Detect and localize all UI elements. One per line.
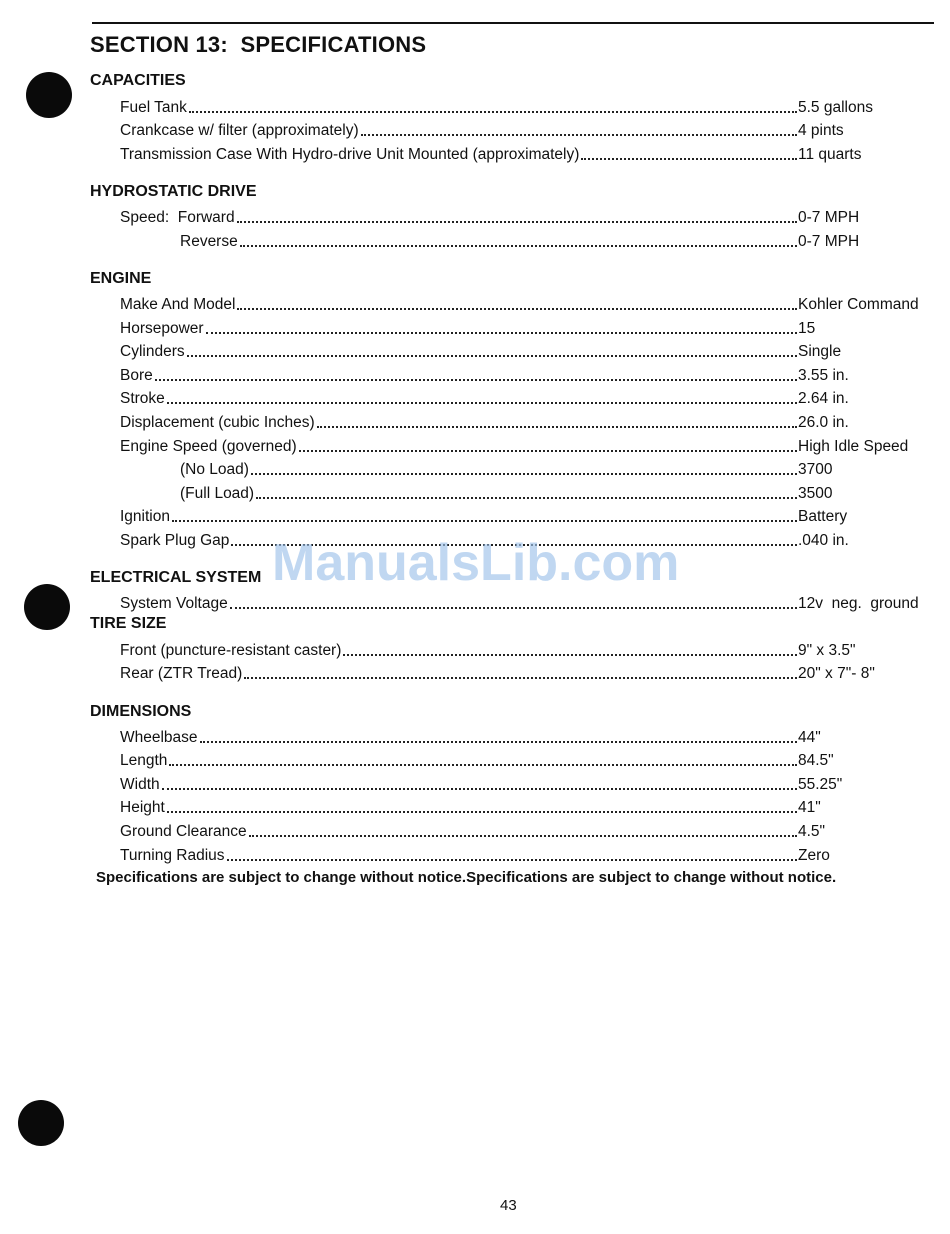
dot-leader bbox=[167, 811, 797, 813]
spec-label: Crankcase w/ filter (approximately) bbox=[120, 122, 359, 139]
spec-row-rear-tire bbox=[120, 661, 800, 683]
spec-value: Zero bbox=[798, 847, 830, 864]
dot-leader bbox=[317, 426, 797, 428]
spec-value: High Idle Speed bbox=[798, 438, 909, 455]
dot-leader bbox=[581, 158, 797, 160]
spec-label: (No Load) bbox=[180, 461, 249, 478]
dot-leader bbox=[206, 332, 797, 334]
spec-value: 0-7 MPH bbox=[798, 233, 860, 250]
spec-row-speed-reverse bbox=[180, 229, 800, 251]
spec-row-height bbox=[120, 795, 800, 817]
section-heading-tire-size: TIRE SIZE bbox=[90, 615, 167, 632]
spec-row-ignition bbox=[120, 504, 800, 526]
spec-row-engine-speed bbox=[120, 434, 800, 456]
dot-leader bbox=[249, 835, 797, 837]
spec-value: 3500 bbox=[798, 485, 833, 502]
change-notice: Specifications are subject to change without notice.Specifications are subject to change without notice. bbox=[96, 869, 837, 886]
spec-row-ground-clearance bbox=[120, 819, 800, 841]
spec-value: 41" bbox=[798, 799, 821, 816]
dot-leader bbox=[240, 245, 797, 247]
spec-row-cylinders bbox=[120, 339, 800, 361]
spec-value: 4.5" bbox=[798, 823, 826, 840]
watermark: ManualsLib.com bbox=[272, 534, 680, 592]
spec-value: 0-7 MPH bbox=[798, 209, 860, 226]
dot-leader bbox=[172, 520, 797, 522]
section-heading-engine: ENGINE bbox=[90, 270, 152, 287]
spec-label: Length bbox=[120, 752, 168, 769]
spec-value: 12v neg. ground bbox=[798, 595, 919, 612]
spec-row-bore bbox=[120, 363, 800, 385]
spec-value: 4 pints bbox=[798, 122, 844, 139]
spec-value: 3700 bbox=[798, 461, 833, 478]
spec-label: Height bbox=[120, 799, 165, 816]
spec-label: Wheelbase bbox=[120, 729, 198, 746]
spec-label: Horsepower bbox=[120, 320, 204, 337]
spec-value: .040 in. bbox=[798, 532, 849, 549]
spec-label: Engine Speed (governed) bbox=[120, 438, 297, 455]
dot-leader bbox=[230, 607, 797, 609]
spec-value: 15 bbox=[798, 320, 816, 337]
binder-hole-middle bbox=[24, 584, 70, 630]
spec-label: Bore bbox=[120, 367, 153, 384]
dot-leader bbox=[189, 111, 797, 113]
spec-row-horsepower bbox=[120, 316, 800, 338]
spec-row-front-tire bbox=[120, 638, 800, 660]
spec-value: 84.5" bbox=[798, 752, 834, 769]
spec-label: Turning Radius bbox=[120, 847, 225, 864]
binder-hole-top bbox=[26, 72, 72, 118]
spec-label: (Full Load) bbox=[180, 485, 255, 502]
dot-leader bbox=[361, 134, 797, 136]
spec-row-system-voltage bbox=[120, 591, 800, 613]
spec-label: Spark Plug Gap bbox=[120, 532, 230, 549]
spec-row-width bbox=[120, 772, 800, 794]
spec-row-fuel-tank bbox=[120, 95, 800, 117]
spec-label: Cylinders bbox=[120, 343, 185, 360]
section-heading-dimensions: DIMENSIONS bbox=[90, 703, 192, 720]
spec-row-full-load bbox=[180, 481, 800, 503]
spec-value: Single bbox=[798, 343, 842, 360]
spec-row-length bbox=[120, 748, 800, 770]
dot-leader bbox=[200, 741, 797, 743]
dot-leader bbox=[162, 788, 797, 790]
dot-leader bbox=[227, 859, 797, 861]
spec-label: System Voltage bbox=[120, 595, 228, 612]
dot-leader bbox=[256, 497, 797, 499]
section-heading-electrical-system: ELECTRICAL SYSTEM bbox=[90, 569, 262, 586]
dot-leader bbox=[187, 355, 797, 357]
spec-label: Ground Clearance bbox=[120, 823, 247, 840]
page-number: 43 bbox=[500, 1197, 517, 1214]
spec-row-stroke bbox=[120, 386, 800, 408]
spec-value: Battery bbox=[798, 508, 848, 525]
spec-row-turning-radius bbox=[120, 843, 800, 865]
top-rule bbox=[92, 22, 934, 24]
spec-label: Ignition bbox=[120, 508, 170, 525]
dot-leader bbox=[237, 221, 797, 223]
spec-value: 11 quarts bbox=[798, 146, 862, 163]
spec-value: 2.64 in. bbox=[798, 390, 849, 407]
spec-label: Fuel Tank bbox=[120, 99, 187, 116]
dot-leader bbox=[167, 402, 797, 404]
spec-row-crankcase bbox=[120, 118, 800, 140]
dot-leader bbox=[251, 473, 797, 475]
spec-label: Rear (ZTR Tread) bbox=[120, 665, 243, 682]
dot-leader bbox=[299, 450, 797, 452]
spec-row-displacement bbox=[120, 410, 800, 432]
spec-value: 20" x 7"- 8" bbox=[798, 665, 875, 682]
spec-value: 44" bbox=[798, 729, 821, 746]
section-heading-capacities: CAPACITIES bbox=[90, 72, 186, 89]
dot-leader bbox=[237, 308, 797, 310]
spec-label: Front (puncture-resistant caster) bbox=[120, 642, 342, 659]
spec-label: Transmission Case With Hydro-drive Unit Mounted (approximately) bbox=[120, 146, 580, 163]
dot-leader bbox=[343, 654, 797, 656]
section-heading-hydrostatic-drive: HYDROSTATIC DRIVE bbox=[90, 183, 257, 200]
spec-label: Displacement (cubic Inches) bbox=[120, 414, 315, 431]
page-title: SECTION 13: SPECIFICATIONS bbox=[90, 32, 427, 57]
spec-row-transmission-case bbox=[120, 142, 800, 164]
spec-row-speed-forward bbox=[120, 205, 800, 227]
dot-leader bbox=[169, 764, 797, 766]
spec-value: 55.25" bbox=[798, 776, 843, 793]
spec-value: Kohler Command bbox=[798, 296, 919, 313]
spec-row-wheelbase bbox=[120, 725, 800, 747]
spec-value: 9" x 3.5" bbox=[798, 642, 856, 659]
spec-row-make-model bbox=[120, 292, 800, 314]
spec-row-no-load bbox=[180, 457, 800, 479]
spec-value: 5.5 gallons bbox=[798, 99, 873, 116]
spec-label: Speed: Forward bbox=[120, 209, 235, 226]
spec-label: Make And Model bbox=[120, 296, 236, 313]
binder-hole-bottom bbox=[18, 1100, 64, 1146]
spec-label: Width bbox=[120, 776, 160, 793]
spec-label: Reverse bbox=[180, 233, 238, 250]
spec-label: Stroke bbox=[120, 390, 165, 407]
dot-leader bbox=[155, 379, 797, 381]
dot-leader bbox=[244, 677, 797, 679]
spec-value: 3.55 in. bbox=[798, 367, 849, 384]
spec-value: 26.0 in. bbox=[798, 414, 849, 431]
